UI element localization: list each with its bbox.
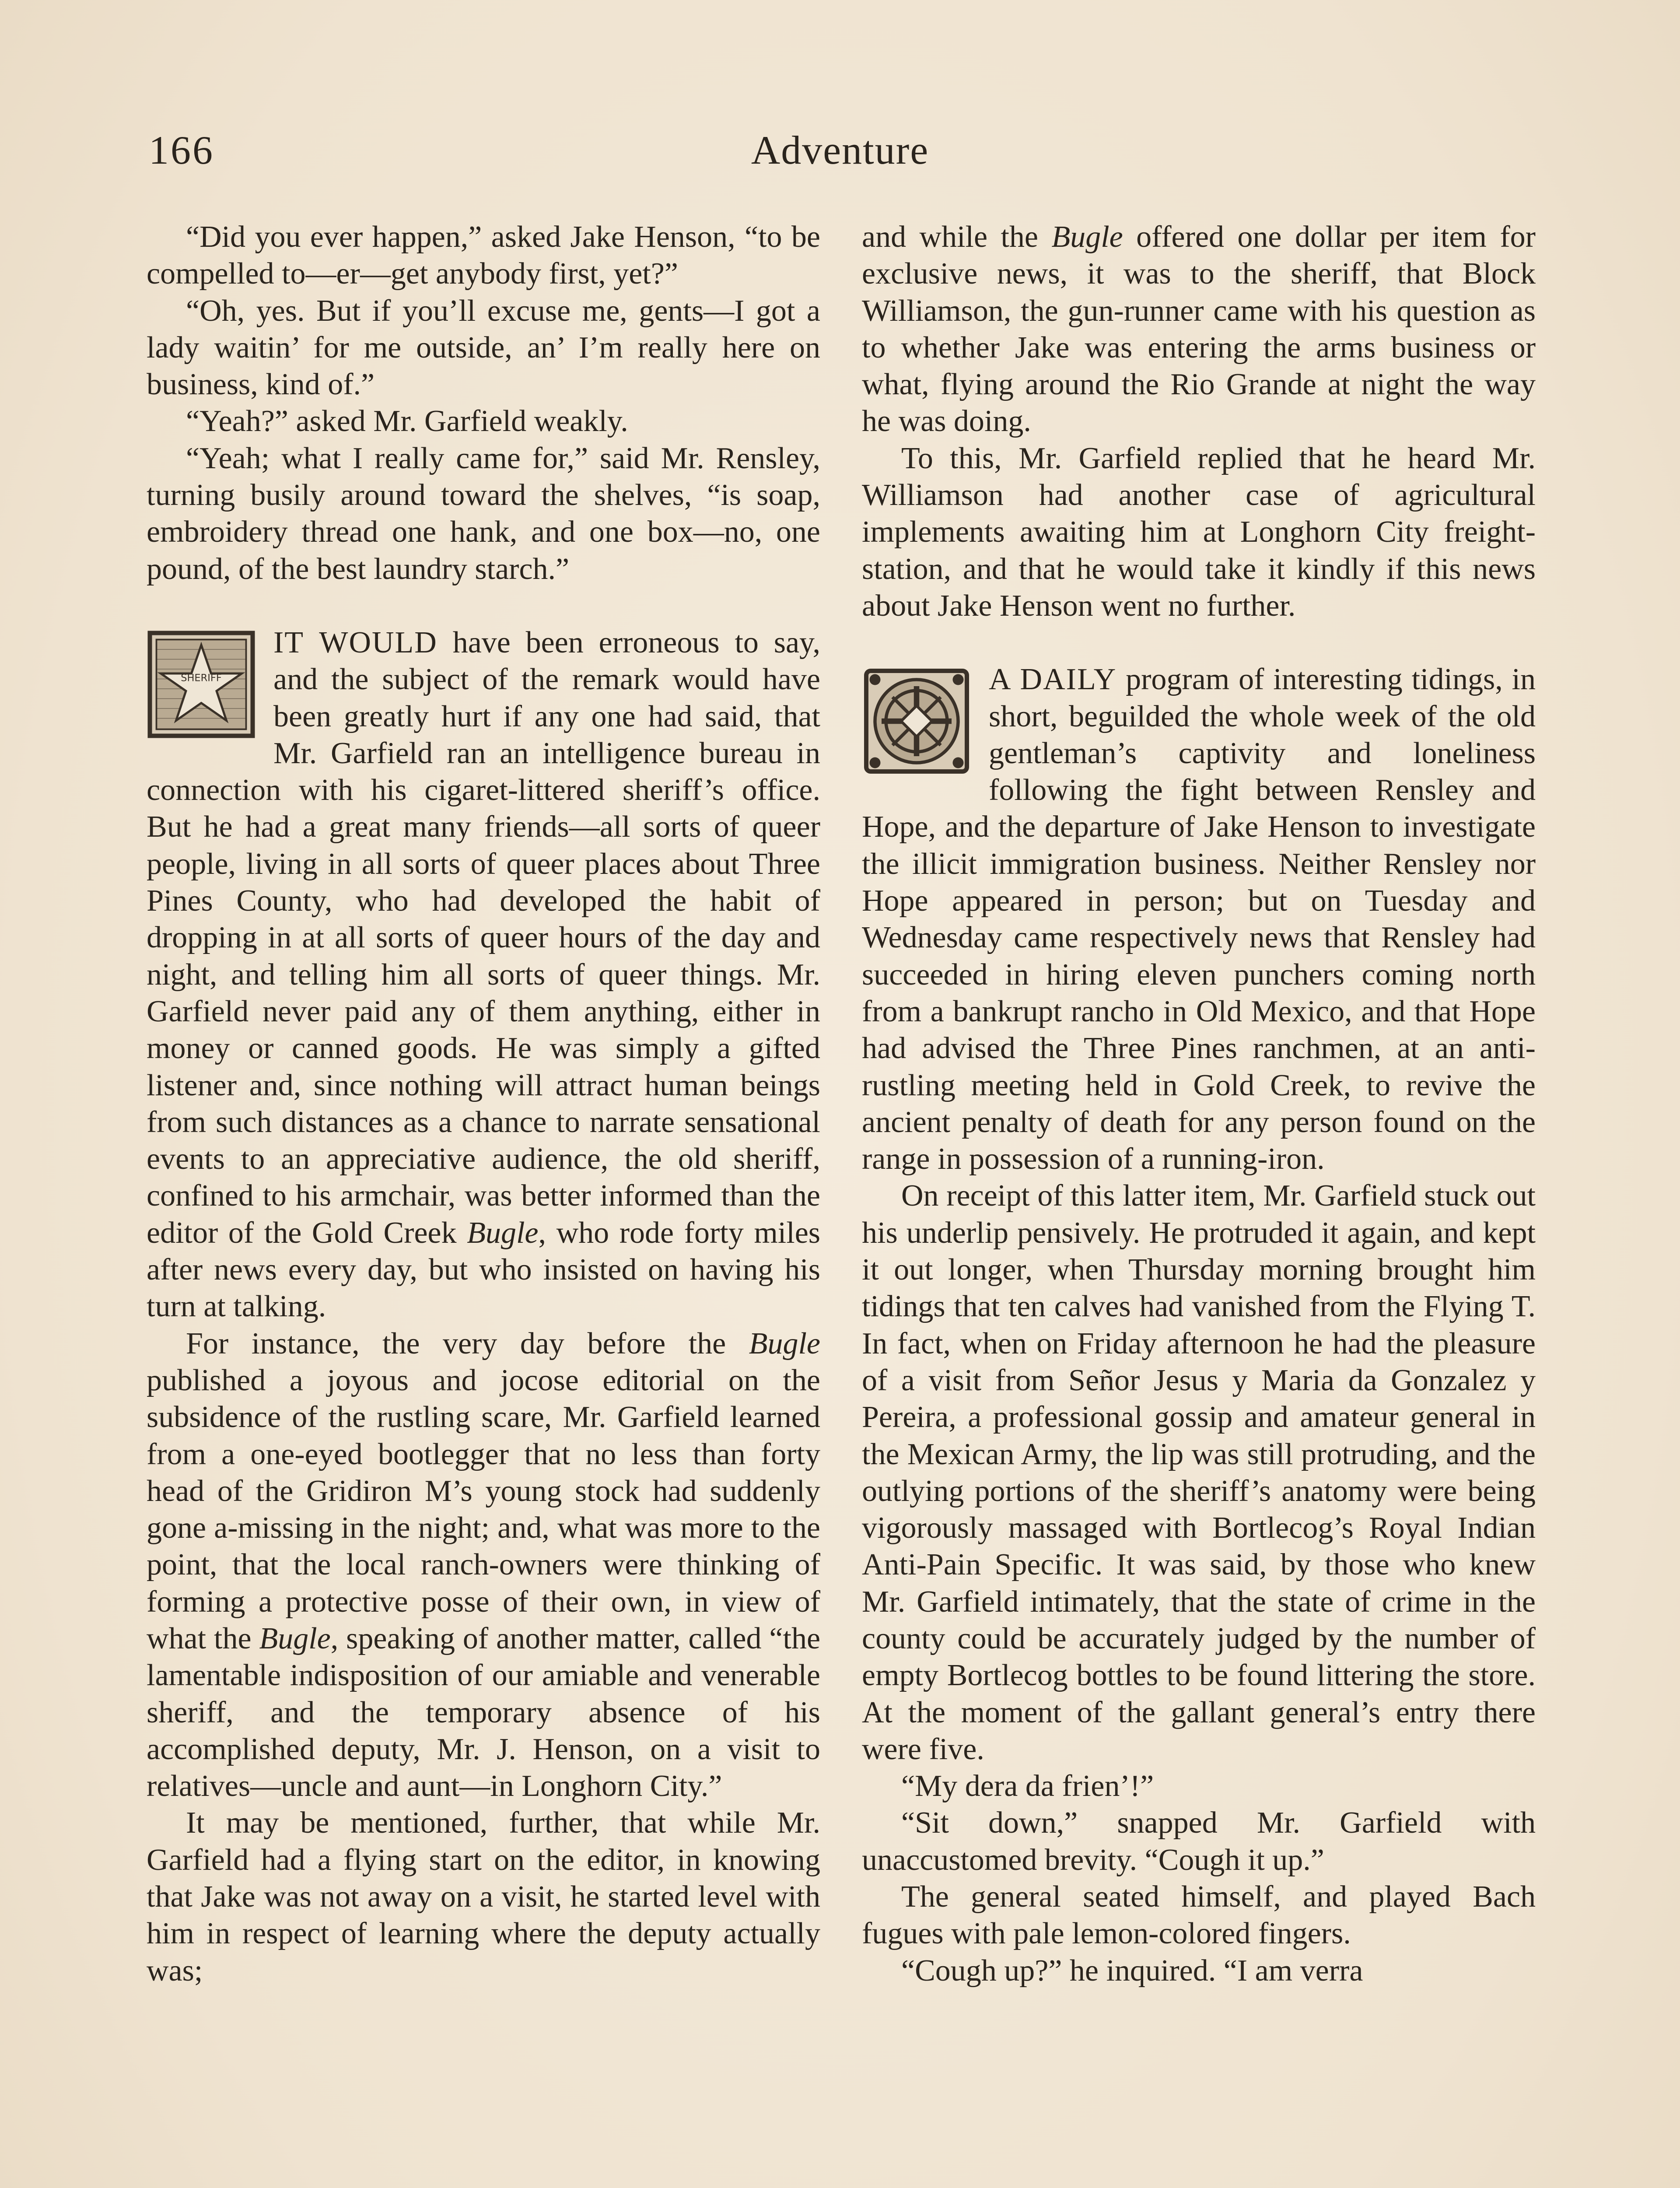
paragraph: “My dera da frien’!” bbox=[901, 1769, 1154, 1803]
section-break bbox=[862, 624, 1536, 661]
paragraph: “Yeah?” asked Mr. Garfield weakly. bbox=[186, 404, 628, 438]
paragraph: The general seated himself, and played Bach fugues with pale lemon-colored fingers. bbox=[862, 1880, 1536, 1951]
paragraph: For instance, the very day before the Bugle published a joyous and jocose editorial on the subsidence of the rustling scare, Mr. Garfield learned from a one-eyed bootlegger that no less than forty head of the Gridiron M’s young stock had suddenly gone a-missing in the night; and, what was more to the point, that the local ranch-owners were thinking of forming a protective posse of their own, in view of what the Bugle, speaking of another matter, called “the lamentable indisposition of our amiable and venerable sheriff, and the temporary absence of his accomplished deputy, Mr. J. Henson, on a visit to relatives—uncle and aunt—in Longhorn City.” bbox=[147, 1326, 820, 1803]
paragraph: It may be mentioned, further, that while Mr. Garfield had a flying start on the editor, in knowing that Jake was not away on a visit, he started level with him in respect of learning where the deputy actually was; bbox=[147, 1806, 820, 1988]
paragraph: and while the Bugle offered one dollar per item for exclusive news, it was to the sheriff, that Block Williamson, the gun-runner came with his question as to whether Jake was entering the arms business or what, flying around the Rio Grande at night the way he was doing. bbox=[862, 220, 1536, 438]
right-column bbox=[862, 219, 1536, 2188]
paragraph: To this, Mr. Garfield replied that he heard Mr. Williamson had another case of agricultural implements awaiting him at Longhorn City freight-station, and that he would take it kindly if this news about Jake Henson went no further. bbox=[862, 441, 1536, 623]
paragraph: “Oh, yes. But if you’ll excuse me, gents—I got a lady waitin’ for me outside, an’ I’m really here on business, kind of.” bbox=[147, 294, 820, 402]
section-break bbox=[147, 588, 820, 624]
celtic-knot-ornament-icon bbox=[862, 666, 971, 776]
paragraph: “Did you ever happen,” asked Jake Henson, “to be compelled to—er—get anybody first, yet?” bbox=[147, 220, 820, 291]
page-number: 166 bbox=[149, 128, 214, 172]
left-column bbox=[147, 219, 820, 2188]
paragraph: On receipt of this latter item, Mr. Garfield stuck out his underlip pensively. He protruded it again, and kept it out longer, when Thursday morning brought him tidings that ten calves had vanished from the Flying T. In fact, when on Friday afternoon he had the pleasure of a visit from Señor Jesus y Maria da Gonzalez y Pereira, a professional gossip and amateur general in the Mexican Army, the lip was still protruding, and the outlying portions of the sheriff’s anatomy were being vigorously massaged with Bortlecog’s Royal Indian Anti-Pain Specific. It was said, by those who knew Mr. Garfield intimately, that the state of crime in the county could be accurately judged by the number of empty Bortlecog bottles to be found littering the store. At the moment of the gallant general’s entry there were five. bbox=[862, 1179, 1536, 1766]
paragraph: “Sit down,” snapped Mr. Garfield with unaccustomed brevity. “Cough it up.” bbox=[862, 1806, 1536, 1877]
paragraph: “Cough up?” he inquired. “I am verra bbox=[901, 1953, 1363, 1988]
section-opening-paragraph: A DAILY program of interesting tidings, in short, beguilded the whole week of the old gentleman’s captivity and loneliness following the fight between Rensley and Hope, and the departure of Jake Henson to investigate the illicit immigration business. Neither Rensley nor Hope appeared in person; but on Tuesday and Wednesday came respectively news that Rensley had succeeded in hiring eleven punchers coming north from a bankrupt rancho in Old Mexico, and that Hope had advised the Three Pines ranchmen, at an anti-rustling meeting held in Gold Creek, to revive the ancient penalty of death for any person found on the range in possession of a running-iron. bbox=[862, 663, 1536, 1176]
sheriff-star-badge-icon bbox=[147, 630, 256, 739]
running-title: Adventure bbox=[751, 128, 929, 172]
section-opening-paragraph: SHERIFF IT WOULD have been erroneous to say, and the subject of the remark would have been greatly hurt if any one had said, that Mr. Garfield ran an intelligence bureau in connection with his cigaret-littered sheriff’s office. But he had a great many friends—all sorts of queer people, living in all sorts of queer places about Three Pines County, who had developed the habit of dropping in at all sorts of queer hours of the day and night, and telling him all sorts of queer things. Mr. Garfield never paid any of them anything, either in money or canned goods. He was simply a gifted listener and, since nothing will attract human beings from such distances as a chance to narrate sensational events to an appreciative audience, the old sheriff, confined to his armchair, was better informed than the editor of the Gold Creek Bugle, who rode forty miles after news every day, but who insisted on having his turn at talking. bbox=[147, 625, 820, 1324]
page-header bbox=[149, 127, 1531, 188]
sheriff-badge-label: SHERIFF bbox=[181, 672, 222, 684]
paragraph: “Yeah; what I really came for,” said Mr. Rensley, turning busily around toward the shelves, “is soap, embroidery thread one hank, and one box—no, one pound, of the best laundry starch.” bbox=[147, 441, 820, 586]
